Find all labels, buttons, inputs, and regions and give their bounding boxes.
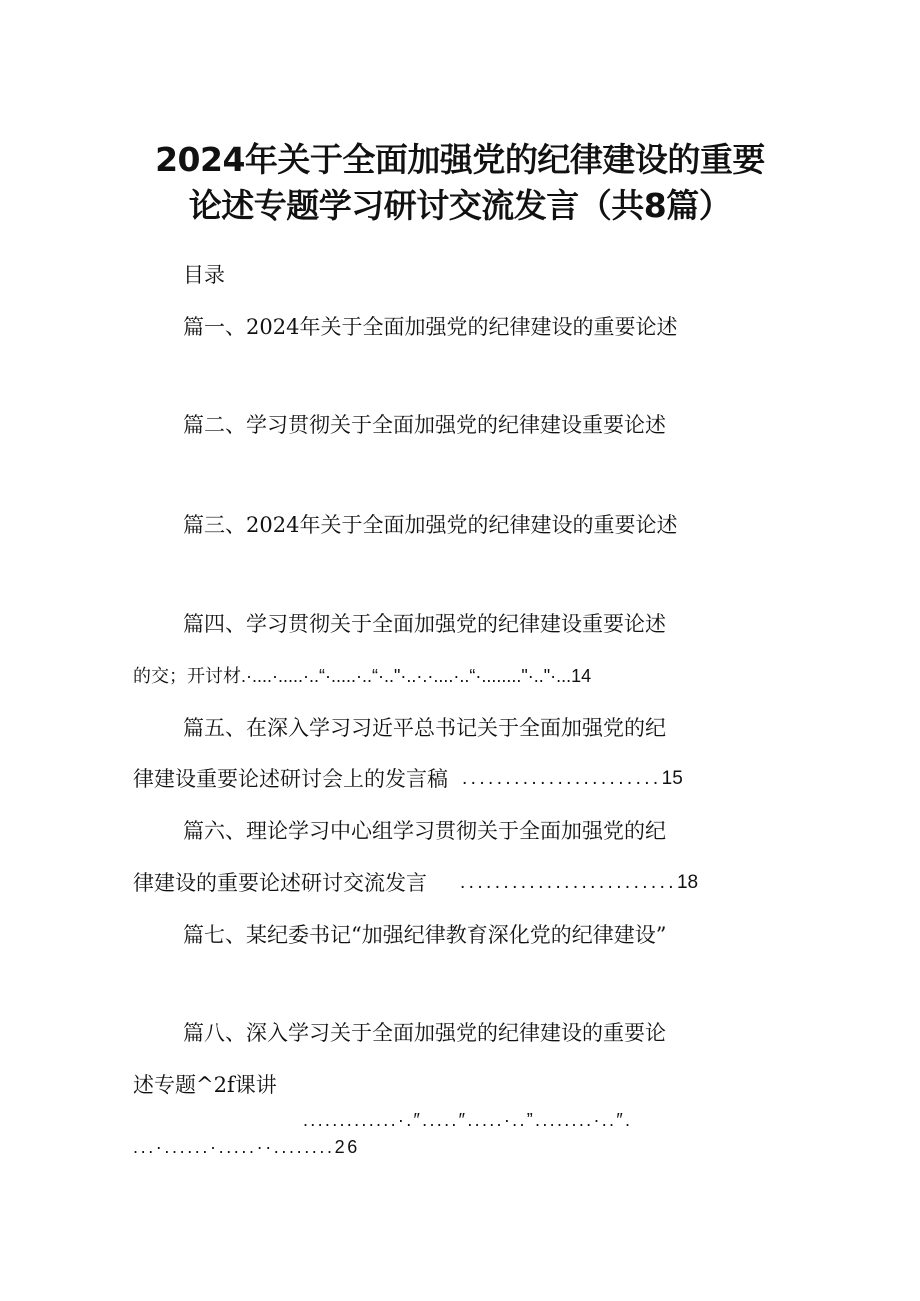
- page-number: 18: [676, 872, 699, 893]
- toc-leader-5: [462, 765, 683, 793]
- page-number: 15: [661, 768, 683, 789]
- toc-entry-4-continuation[interactable]: 的交；开讨材.·....·.....·..“·.....·..“·.."·..·.·....·..“·........"·.."·...14: [133, 666, 592, 686]
- toc-entry-4[interactable]: 篇四、学习贯彻关于全面加强党的纪律建设重要论述: [183, 612, 666, 636]
- leader-dots: .......................: [462, 768, 662, 789]
- toc-entry-8[interactable]: 篇八、深入学习关于全面加强党的纪律建设的重要论: [183, 1021, 666, 1045]
- toc-entry-8-continuation[interactable]: 述专题^2f课讲: [133, 1073, 277, 1097]
- toc-entry-6-continuation[interactable]: 律建设的重要论述研讨交流发言: [133, 871, 427, 895]
- toc-heading: 目录: [183, 263, 225, 287]
- title-line-1: 2024年关于全面加强党的纪律建设的重要: [155, 140, 765, 179]
- toc-entry-7[interactable]: 篇七、某纪委书记“加强纪律教育深化党的纪律建设”: [183, 923, 667, 947]
- toc-entry-3[interactable]: 篇三、2024年关于全面加强党的纪律建设的重要论述: [183, 513, 678, 537]
- toc-entry-5-continuation[interactable]: 律建设重要论述研讨会上的发言稿: [133, 767, 448, 791]
- toc-leader-8b: ...·......·.....··........26: [133, 1137, 360, 1157]
- toc-leader-6: [460, 869, 698, 897]
- toc-leader-8a: .............·.″.....″.....·..”........·..″.: [303, 1110, 633, 1130]
- toc-entry-1[interactable]: 篇一、2024年关于全面加强党的纪律建设的重要论述: [183, 315, 678, 339]
- title-line-2: 论述专题学习研讨交流发言（共8篇）: [188, 186, 732, 225]
- toc-entry-5[interactable]: 篇五、在深入学习习近平总书记关于全面加强党的纪: [183, 716, 666, 740]
- leader-dots: .........................: [460, 872, 677, 893]
- toc-entry-2[interactable]: 篇二、学习贯彻关于全面加强党的纪律建设重要论述: [183, 413, 666, 437]
- toc-entry-6[interactable]: 篇六、理论学习中心组学习贯彻关于全面加强党的纪: [183, 819, 666, 843]
